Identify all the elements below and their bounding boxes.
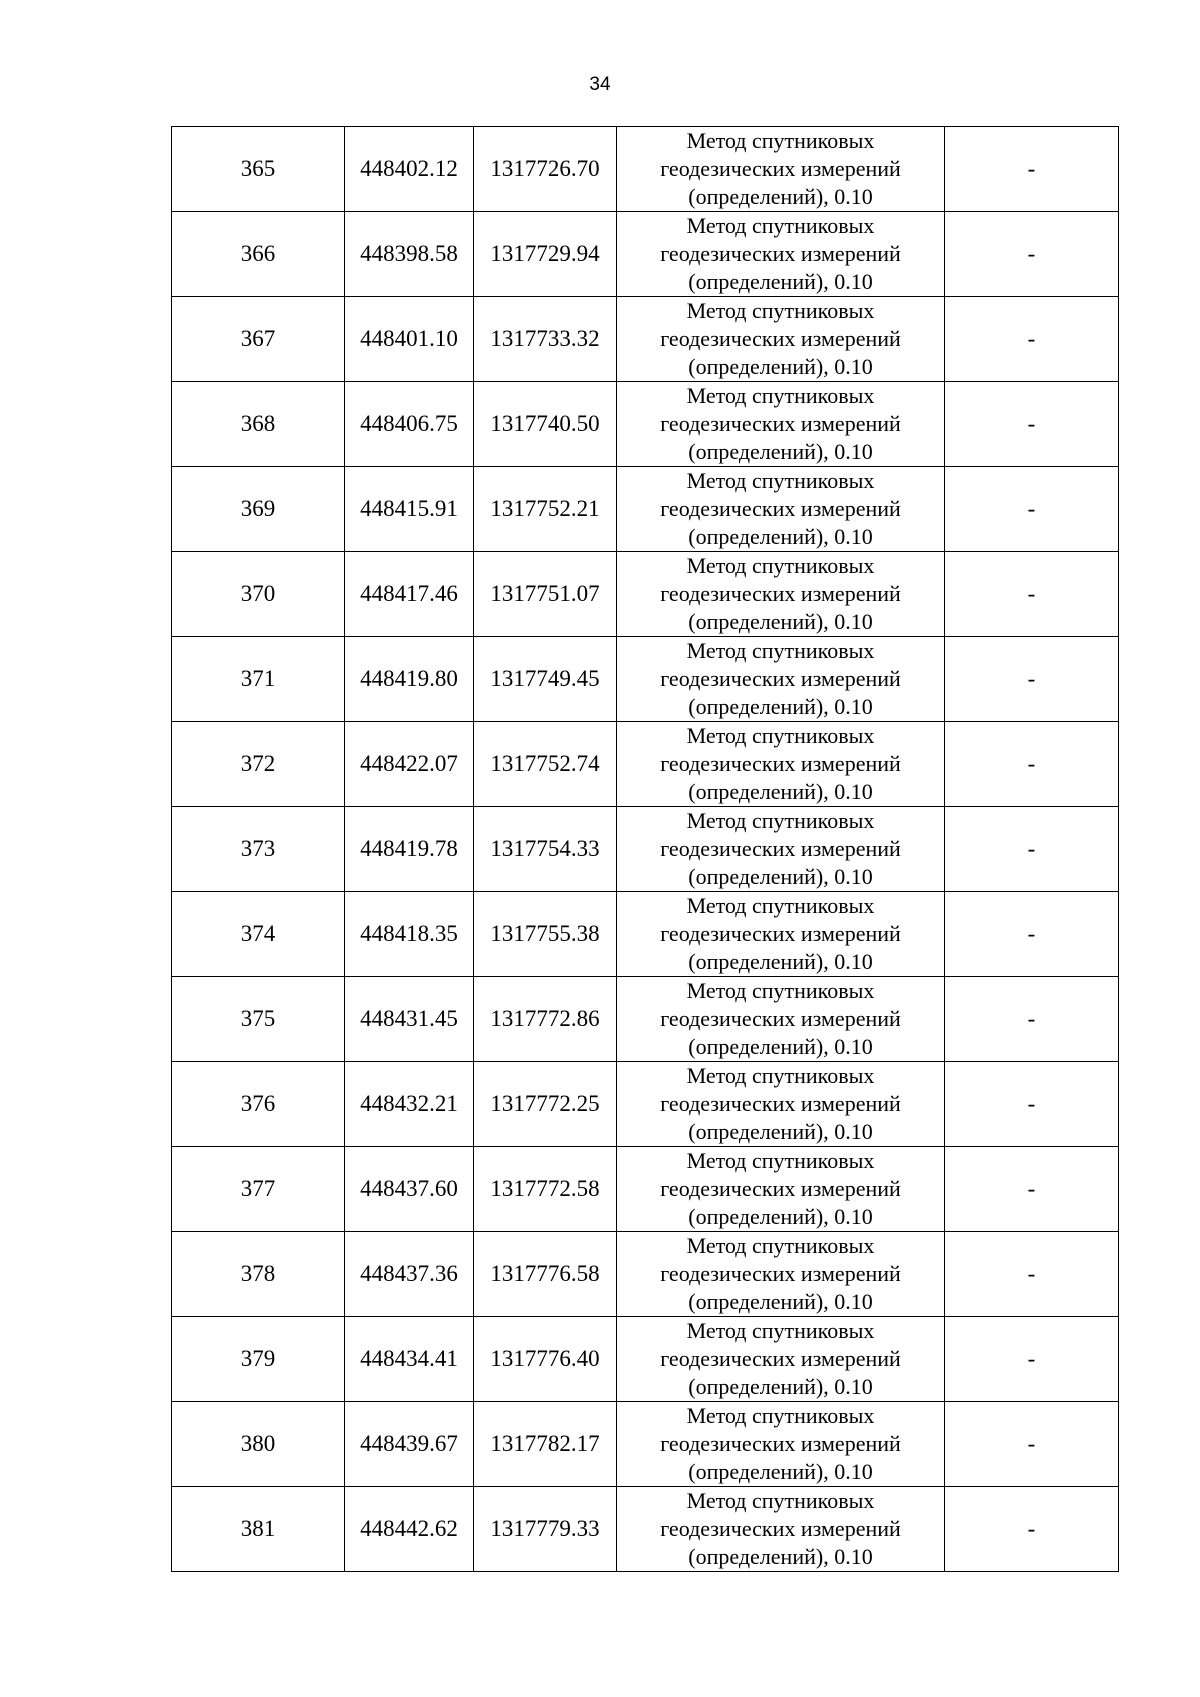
- point-number-cell: 381: [172, 1487, 345, 1572]
- method-text-line: (определений), 0.10: [688, 269, 873, 294]
- note-cell: -: [945, 552, 1119, 637]
- method-text-line: (определений), 0.10: [688, 524, 873, 549]
- method-text-line: геодезических измерений: [660, 496, 901, 521]
- method-text-line: геодезических измерений: [660, 1346, 901, 1371]
- method-text-line: (определений), 0.10: [688, 1034, 873, 1059]
- y-coordinate-cell: 1317733.32: [474, 297, 617, 382]
- method-text-line: Метод спутниковых: [686, 1318, 875, 1343]
- table-row: [172, 1062, 1119, 1147]
- method-text-line: геодезических измерений: [660, 326, 901, 351]
- method-cell: [617, 1487, 945, 1572]
- method-text-line: геодезических измерений: [660, 1431, 901, 1456]
- y-coordinate-cell: 1317755.38: [474, 892, 617, 977]
- y-coordinate-cell: 1317772.25: [474, 1062, 617, 1147]
- method-text-line: (определений), 0.10: [688, 439, 873, 464]
- x-coordinate-cell: 448417.46: [345, 552, 474, 637]
- note-cell: -: [945, 637, 1119, 722]
- table-row: [172, 1147, 1119, 1232]
- table-row: [172, 722, 1119, 807]
- x-coordinate-cell: 448401.10: [345, 297, 474, 382]
- method-cell: [617, 722, 945, 807]
- note-cell: -: [945, 1062, 1119, 1147]
- method-cell: [617, 1062, 945, 1147]
- method-cell: [617, 552, 945, 637]
- method-text-line: (определений), 0.10: [688, 694, 873, 719]
- method-text-line: Метод спутниковых: [686, 978, 875, 1003]
- y-coordinate-cell: 1317749.45: [474, 637, 617, 722]
- table-row: [172, 892, 1119, 977]
- point-number-cell: 367: [172, 297, 345, 382]
- x-coordinate-cell: 448431.45: [345, 977, 474, 1062]
- point-number-cell: 378: [172, 1232, 345, 1317]
- x-coordinate-cell: 448406.75: [345, 382, 474, 467]
- point-number-cell: 374: [172, 892, 345, 977]
- table-row: [172, 1487, 1119, 1572]
- table-row: [172, 637, 1119, 722]
- point-number-cell: 369: [172, 467, 345, 552]
- method-text-line: (определений), 0.10: [688, 1289, 873, 1314]
- note-cell: -: [945, 127, 1119, 212]
- method-text-line: геодезических измерений: [660, 921, 901, 946]
- point-number-cell: 380: [172, 1402, 345, 1487]
- method-text-line: (определений), 0.10: [688, 1119, 873, 1144]
- method-cell: [617, 637, 945, 722]
- table-row: [172, 467, 1119, 552]
- x-coordinate-cell: 448422.07: [345, 722, 474, 807]
- x-coordinate-cell: 448437.60: [345, 1147, 474, 1232]
- y-coordinate-cell: 1317751.07: [474, 552, 617, 637]
- note-cell: -: [945, 807, 1119, 892]
- table-body: [172, 127, 1119, 1572]
- x-coordinate-cell: 448432.21: [345, 1062, 474, 1147]
- note-cell: -: [945, 722, 1119, 807]
- method-text-line: (определений), 0.10: [688, 1544, 873, 1569]
- point-number-cell: 376: [172, 1062, 345, 1147]
- method-text-line: (определений), 0.10: [688, 1374, 873, 1399]
- table-row: [172, 297, 1119, 382]
- table-row: [172, 382, 1119, 467]
- point-number-cell: 371: [172, 637, 345, 722]
- point-number-cell: 372: [172, 722, 345, 807]
- method-cell: [617, 892, 945, 977]
- method-text-line: (определений), 0.10: [688, 354, 873, 379]
- method-cell: [617, 977, 945, 1062]
- note-cell: -: [945, 1487, 1119, 1572]
- note-cell: -: [945, 892, 1119, 977]
- point-number-cell: 370: [172, 552, 345, 637]
- method-text-line: Метод спутниковых: [686, 1063, 875, 1088]
- method-text-line: Метод спутниковых: [686, 1233, 875, 1258]
- note-cell: -: [945, 1402, 1119, 1487]
- table-row: [172, 1402, 1119, 1487]
- table-row: [172, 1317, 1119, 1402]
- method-text-line: Метод спутниковых: [686, 1403, 875, 1428]
- method-text-line: (определений), 0.10: [688, 1459, 873, 1484]
- point-number-cell: 377: [172, 1147, 345, 1232]
- method-text-line: (определений), 0.10: [688, 864, 873, 889]
- table-row: [172, 552, 1119, 637]
- x-coordinate-cell: 448439.67: [345, 1402, 474, 1487]
- x-coordinate-cell: 448419.78: [345, 807, 474, 892]
- y-coordinate-cell: 1317776.40: [474, 1317, 617, 1402]
- y-coordinate-cell: 1317726.70: [474, 127, 617, 212]
- method-cell: [617, 297, 945, 382]
- method-text-line: Метод спутниковых: [686, 213, 875, 238]
- x-coordinate-cell: 448402.12: [345, 127, 474, 212]
- note-cell: -: [945, 1317, 1119, 1402]
- note-cell: -: [945, 1147, 1119, 1232]
- method-cell: [617, 807, 945, 892]
- method-cell: [617, 212, 945, 297]
- y-coordinate-cell: 1317776.58: [474, 1232, 617, 1317]
- point-number-cell: 373: [172, 807, 345, 892]
- point-number-cell: 368: [172, 382, 345, 467]
- method-cell: [617, 1232, 945, 1317]
- point-number-cell: 366: [172, 212, 345, 297]
- method-text-line: Метод спутниковых: [686, 1148, 875, 1173]
- y-coordinate-cell: 1317752.21: [474, 467, 617, 552]
- method-text-line: геодезических измерений: [660, 411, 901, 436]
- method-text-line: геодезических измерений: [660, 666, 901, 691]
- point-number-cell: 365: [172, 127, 345, 212]
- table-row: [172, 127, 1119, 212]
- table-row: [172, 807, 1119, 892]
- method-text-line: геодезических измерений: [660, 751, 901, 776]
- x-coordinate-cell: 448434.41: [345, 1317, 474, 1402]
- note-cell: -: [945, 1232, 1119, 1317]
- method-text-line: геодезических измерений: [660, 1091, 901, 1116]
- method-text-line: (определений), 0.10: [688, 949, 873, 974]
- x-coordinate-cell: 448398.58: [345, 212, 474, 297]
- method-text-line: геодезических измерений: [660, 836, 901, 861]
- method-text-line: Метод спутниковых: [686, 1488, 875, 1513]
- point-number-cell: 375: [172, 977, 345, 1062]
- method-text-line: (определений), 0.10: [688, 779, 873, 804]
- x-coordinate-cell: 448419.80: [345, 637, 474, 722]
- method-text-line: Метод спутниковых: [686, 383, 875, 408]
- point-number-cell: 379: [172, 1317, 345, 1402]
- note-cell: -: [945, 382, 1119, 467]
- y-coordinate-cell: 1317754.33: [474, 807, 617, 892]
- table-row: [172, 212, 1119, 297]
- method-text-line: геодезических измерений: [660, 156, 901, 181]
- method-text-line: геодезических измерений: [660, 1006, 901, 1031]
- method-text-line: Метод спутниковых: [686, 468, 875, 493]
- method-text-line: геодезических измерений: [660, 241, 901, 266]
- y-coordinate-cell: 1317752.74: [474, 722, 617, 807]
- method-text-line: Метод спутниковых: [686, 638, 875, 663]
- method-text-line: (определений), 0.10: [688, 184, 873, 209]
- method-cell: [617, 467, 945, 552]
- method-cell: [617, 1147, 945, 1232]
- method-text-line: Метод спутниковых: [686, 893, 875, 918]
- y-coordinate-cell: 1317782.17: [474, 1402, 617, 1487]
- x-coordinate-cell: 448442.62: [345, 1487, 474, 1572]
- method-text-line: геодезических измерений: [660, 581, 901, 606]
- note-cell: -: [945, 297, 1119, 382]
- y-coordinate-cell: 1317772.58: [474, 1147, 617, 1232]
- method-text-line: Метод спутниковых: [686, 808, 875, 833]
- note-cell: -: [945, 467, 1119, 552]
- y-coordinate-cell: 1317740.50: [474, 382, 617, 467]
- table-row: [172, 1232, 1119, 1317]
- method-cell: [617, 127, 945, 212]
- x-coordinate-cell: 448418.35: [345, 892, 474, 977]
- method-text-line: геодезических измерений: [660, 1261, 901, 1286]
- method-text-line: геодезических измерений: [660, 1176, 901, 1201]
- method-cell: [617, 382, 945, 467]
- method-text-line: Метод спутниковых: [686, 298, 875, 323]
- method-cell: [617, 1317, 945, 1402]
- method-text-line: Метод спутниковых: [686, 553, 875, 578]
- coordinates-table: [171, 126, 1119, 1572]
- y-coordinate-cell: 1317772.86: [474, 977, 617, 1062]
- x-coordinate-cell: 448437.36: [345, 1232, 474, 1317]
- note-cell: -: [945, 212, 1119, 297]
- y-coordinate-cell: 1317729.94: [474, 212, 617, 297]
- note-cell: -: [945, 977, 1119, 1062]
- method-text-line: (определений), 0.10: [688, 1204, 873, 1229]
- x-coordinate-cell: 448415.91: [345, 467, 474, 552]
- method-text-line: геодезических измерений: [660, 1516, 901, 1541]
- method-text-line: Метод спутниковых: [686, 723, 875, 748]
- method-text-line: Метод спутниковых: [686, 128, 875, 153]
- page-number: 34: [589, 74, 611, 95]
- method-cell: [617, 1402, 945, 1487]
- table-row: [172, 977, 1119, 1062]
- y-coordinate-cell: 1317779.33: [474, 1487, 617, 1572]
- method-text-line: (определений), 0.10: [688, 609, 873, 634]
